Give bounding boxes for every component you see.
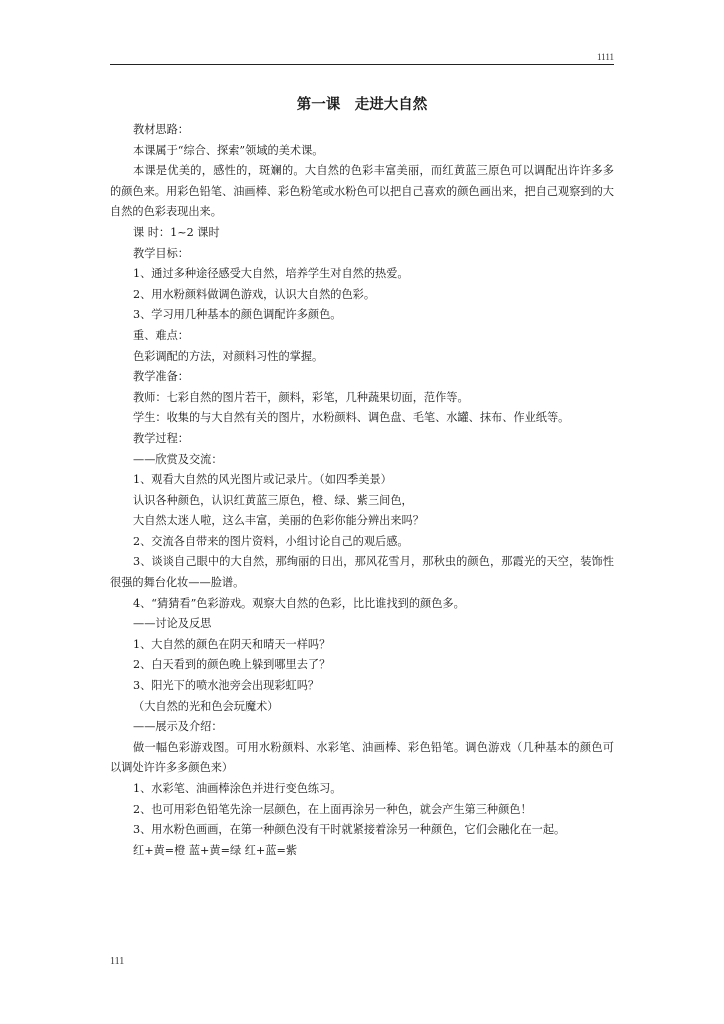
color-mixing-formula: 红+黄=橙 蓝+黄=绿 红+蓝=紫 xyxy=(133,843,298,857)
lesson-body xyxy=(110,120,614,861)
paragraph-line: 认识各种颜色，认识红黄蓝三原色，橙、绿、紫三间色， xyxy=(133,493,413,507)
list-item: 2、用水粉颜料做调色游戏，认识大自然的色彩。 xyxy=(133,287,376,301)
list-item: 2、交流各自带来的图片资料，小组讨论自己的观后感。 xyxy=(133,534,409,548)
section-heading-preparation: 教学准备： xyxy=(133,370,189,384)
paragraph-line: 学生：收集的与大自然有关的图片，水粉颜料、调色盘、毛笔、水罐、抹布、作业纸等。 xyxy=(133,411,570,425)
list-item: 3、谈谈自己眼中的大自然，那绚丽的日出，那风花雪月，那秋虫的颜色，那霞光的天空，装饰性很强的舞台化妆——脸谱。 xyxy=(110,555,614,590)
section-heading-materials: 教材思路： xyxy=(133,123,189,136)
list-item: 2、也可用彩色铅笔先涂一层颜色，在上面再涂另一种色，就会产生第三种颜色！ xyxy=(133,802,532,816)
list-item: 1、观看大自然的风光图片或记录片。（如四季美景） xyxy=(133,473,392,487)
page-header-number: 1111 xyxy=(597,52,614,62)
list-item: 3、用水粉色画画，在第一种颜色没有干时就紧接着涂另一种颜色，它们会融化在一起。 xyxy=(133,823,566,837)
list-item: 3、学习用几种基本的颜色调配许多颜色。 xyxy=(133,308,342,322)
paragraph-line: （大自然的光和色会玩魔术） xyxy=(133,699,279,713)
paragraph-line: 做一幅色彩游戏图。可用水粉颜料、水彩笔、油画棒、彩色铅笔。调色游戏（几种基本的颜色可以调处许许多多颜色来） xyxy=(110,740,614,775)
class-hours: 课 时：1~2 课时 xyxy=(133,225,220,239)
list-item: 1、大自然的颜色在阴天和晴天一样吗？ xyxy=(133,637,331,651)
list-item: 2、白天看到的颜色晚上躲到哪里去了？ xyxy=(133,658,331,672)
list-item: 3、阳光下的喷水池旁会出现彩虹吗？ xyxy=(133,679,320,693)
lesson-title: 第一课 走进大自然 xyxy=(296,97,428,113)
section-heading-key-points: 重、难点： xyxy=(133,328,189,342)
paragraph-line: 大自然太迷人啦，这么丰富，美丽的色彩你能分辨出来吗？ xyxy=(133,514,424,528)
paragraph-line: 色彩调配的方法，对颜料习性的掌握。 xyxy=(133,349,324,363)
list-item: 1、水彩笔、油画棒涂色并进行变色练习。 xyxy=(133,782,342,795)
section-heading-goals: 教学目标： xyxy=(133,246,189,260)
paragraph-intro: 本课是优美的，感性的，斑斓的。大自然的色彩丰富美丽，而红黄蓝三原色可以调配出许许多多的颜色来。用彩色铅笔、油画棒、彩色粉笔或水粉色可以把自己喜欢的颜色画出来，把自己观察到的大自然的色彩表现出来。 xyxy=(110,164,614,219)
section-heading-process: 教学过程： xyxy=(133,431,189,445)
subsection-heading: ——讨论及反思 xyxy=(133,617,212,631)
subsection-heading: ——欣赏及交流： xyxy=(133,452,223,466)
header-rule xyxy=(110,64,614,65)
paragraph-line: 本课属于“综合、探索”领域的美术课。 xyxy=(133,143,324,157)
subsection-heading: ——展示及介绍： xyxy=(133,720,223,734)
list-item: 1、通过多种途径感受大自然，培养学生对自然的热爱。 xyxy=(133,267,409,281)
paragraph-line: 教师：七彩自然的图片若干，颜料，彩笔，几种蔬果切面，范作等。 xyxy=(133,390,469,404)
list-item: 4、“猜猜看”色彩游戏。观察大自然的色彩，比比谁找到的颜色多。 xyxy=(133,596,465,610)
page-footer-number: 111 xyxy=(110,956,125,967)
